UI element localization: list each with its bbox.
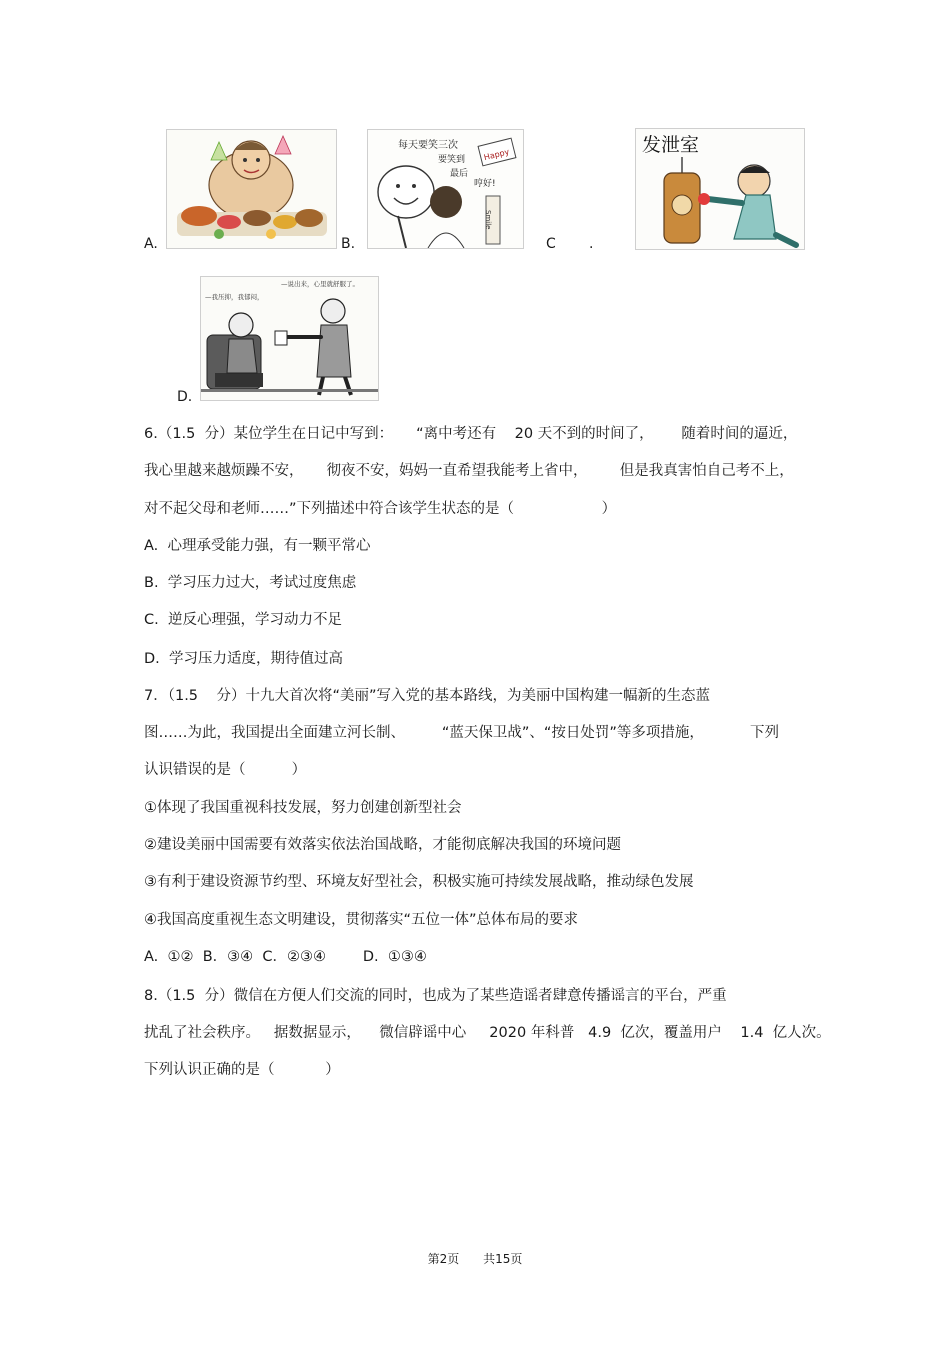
page-footer [0,1250,950,1267]
img-b-text-6: Smile [484,210,492,230]
option-c-label: C [546,236,556,252]
q6-stem-line-2: 我心里越来越烦躁不安， 彻夜不安，妈妈一直希望我能考上省中， 但是我真害怕自己考不上， [144,463,794,479]
q6-option-b: B. 学习压力过大，考试过度焦虑 [144,575,357,591]
img-d-text-2: —说出来，心里就舒服了。 [281,280,359,288]
talking-cartoon-icon [201,277,378,400]
option-b-image [367,129,524,249]
smile-cartoon-icon [368,130,523,248]
q7-item-2: ②建设美丽中国需要有效落实依法治国战略，才能彻底解决我国的环境问题 [144,837,621,853]
venting-room-cartoon-icon [636,129,804,249]
img-b-text-1: 每天要笑三次 [398,140,458,151]
q7-item-1: ①体现了我国重视科技发展，努力创建创新型社会 [144,800,462,816]
q6-option-a: A. 心理承受能力强，有一颗平常心 [144,538,371,554]
option-c-dot: . [589,236,594,252]
q8-stem-line-3: 下列认识正确的是（ ） [144,1062,340,1078]
option-d-label: D. [177,389,193,405]
img-b-text-2: 要笑到 [438,155,466,165]
page-total: 共15页 [483,1252,523,1266]
q7-choices: A. ①② B．③④ C．②③④ D. ①③④ [144,949,427,965]
img-b-text-4: 哼好! [474,179,496,189]
q6-stem-line-3: 对不起父母和老师……”下列描述中符合该学生状态的是（ ） [144,501,617,517]
eating-cartoon-icon [167,130,336,248]
q7-item-4: ④我国高度重视生态文明建设，贯彻落实“五位一体”总体布局的要求 [144,912,579,928]
q7-stem-line-3: 认识错误的是（ ） [144,762,307,778]
q6-option-c: C. 逆反心理强，学习动力不足 [144,612,342,628]
option-c-image [635,128,805,250]
q6-stem-line-1: 6.（1.5 分）某位学生在日记中写到： “离中考还有 20 天不到的时间了， 随着时间的逼近， [144,426,798,442]
option-a-image [166,129,337,249]
page-number: 第2页 [427,1252,460,1266]
option-d-image [200,276,379,401]
q6-option-d: D. 学习压力适度，期待值过高 [144,651,343,667]
q7-item-3: ③有利于建设资源节约型、环境友好型社会，积极实施可持续发展战略，推动绿色发展 [144,874,694,890]
q7-stem-line-1: 7．（1.5 分）十九大首次将“美丽”写入党的基本路线，为美丽中国构建一幅新的生态蓝 [144,688,710,704]
img-b-text-5: Happy [482,147,511,163]
img-b-text-3: 最后 [450,169,469,179]
img-c-text: 发泄室 [642,134,700,156]
q8-stem-line-1: 8.（1.5 分）微信在方便人们交流的同时，也成为了某些造谣者肆意传播谣言的平台，严重 [144,988,727,1004]
option-a-label: A. [144,236,158,252]
q7-stem-line-2: 图……为此，我国提出全面建立河长制、 “蓝天保卫战”、“按日处罚”等多项措施， 下列 [144,725,780,741]
q8-stem-line-2: 扰乱了社会秩序。 据数据显示， 微信辟谣中心 2020 年科普 4.9 亿次，覆盖用户 1.4 亿人次。 [144,1025,831,1041]
img-d-text-1: —我压抑，我郁闷， [205,293,264,301]
option-b-label: B. [341,236,356,252]
